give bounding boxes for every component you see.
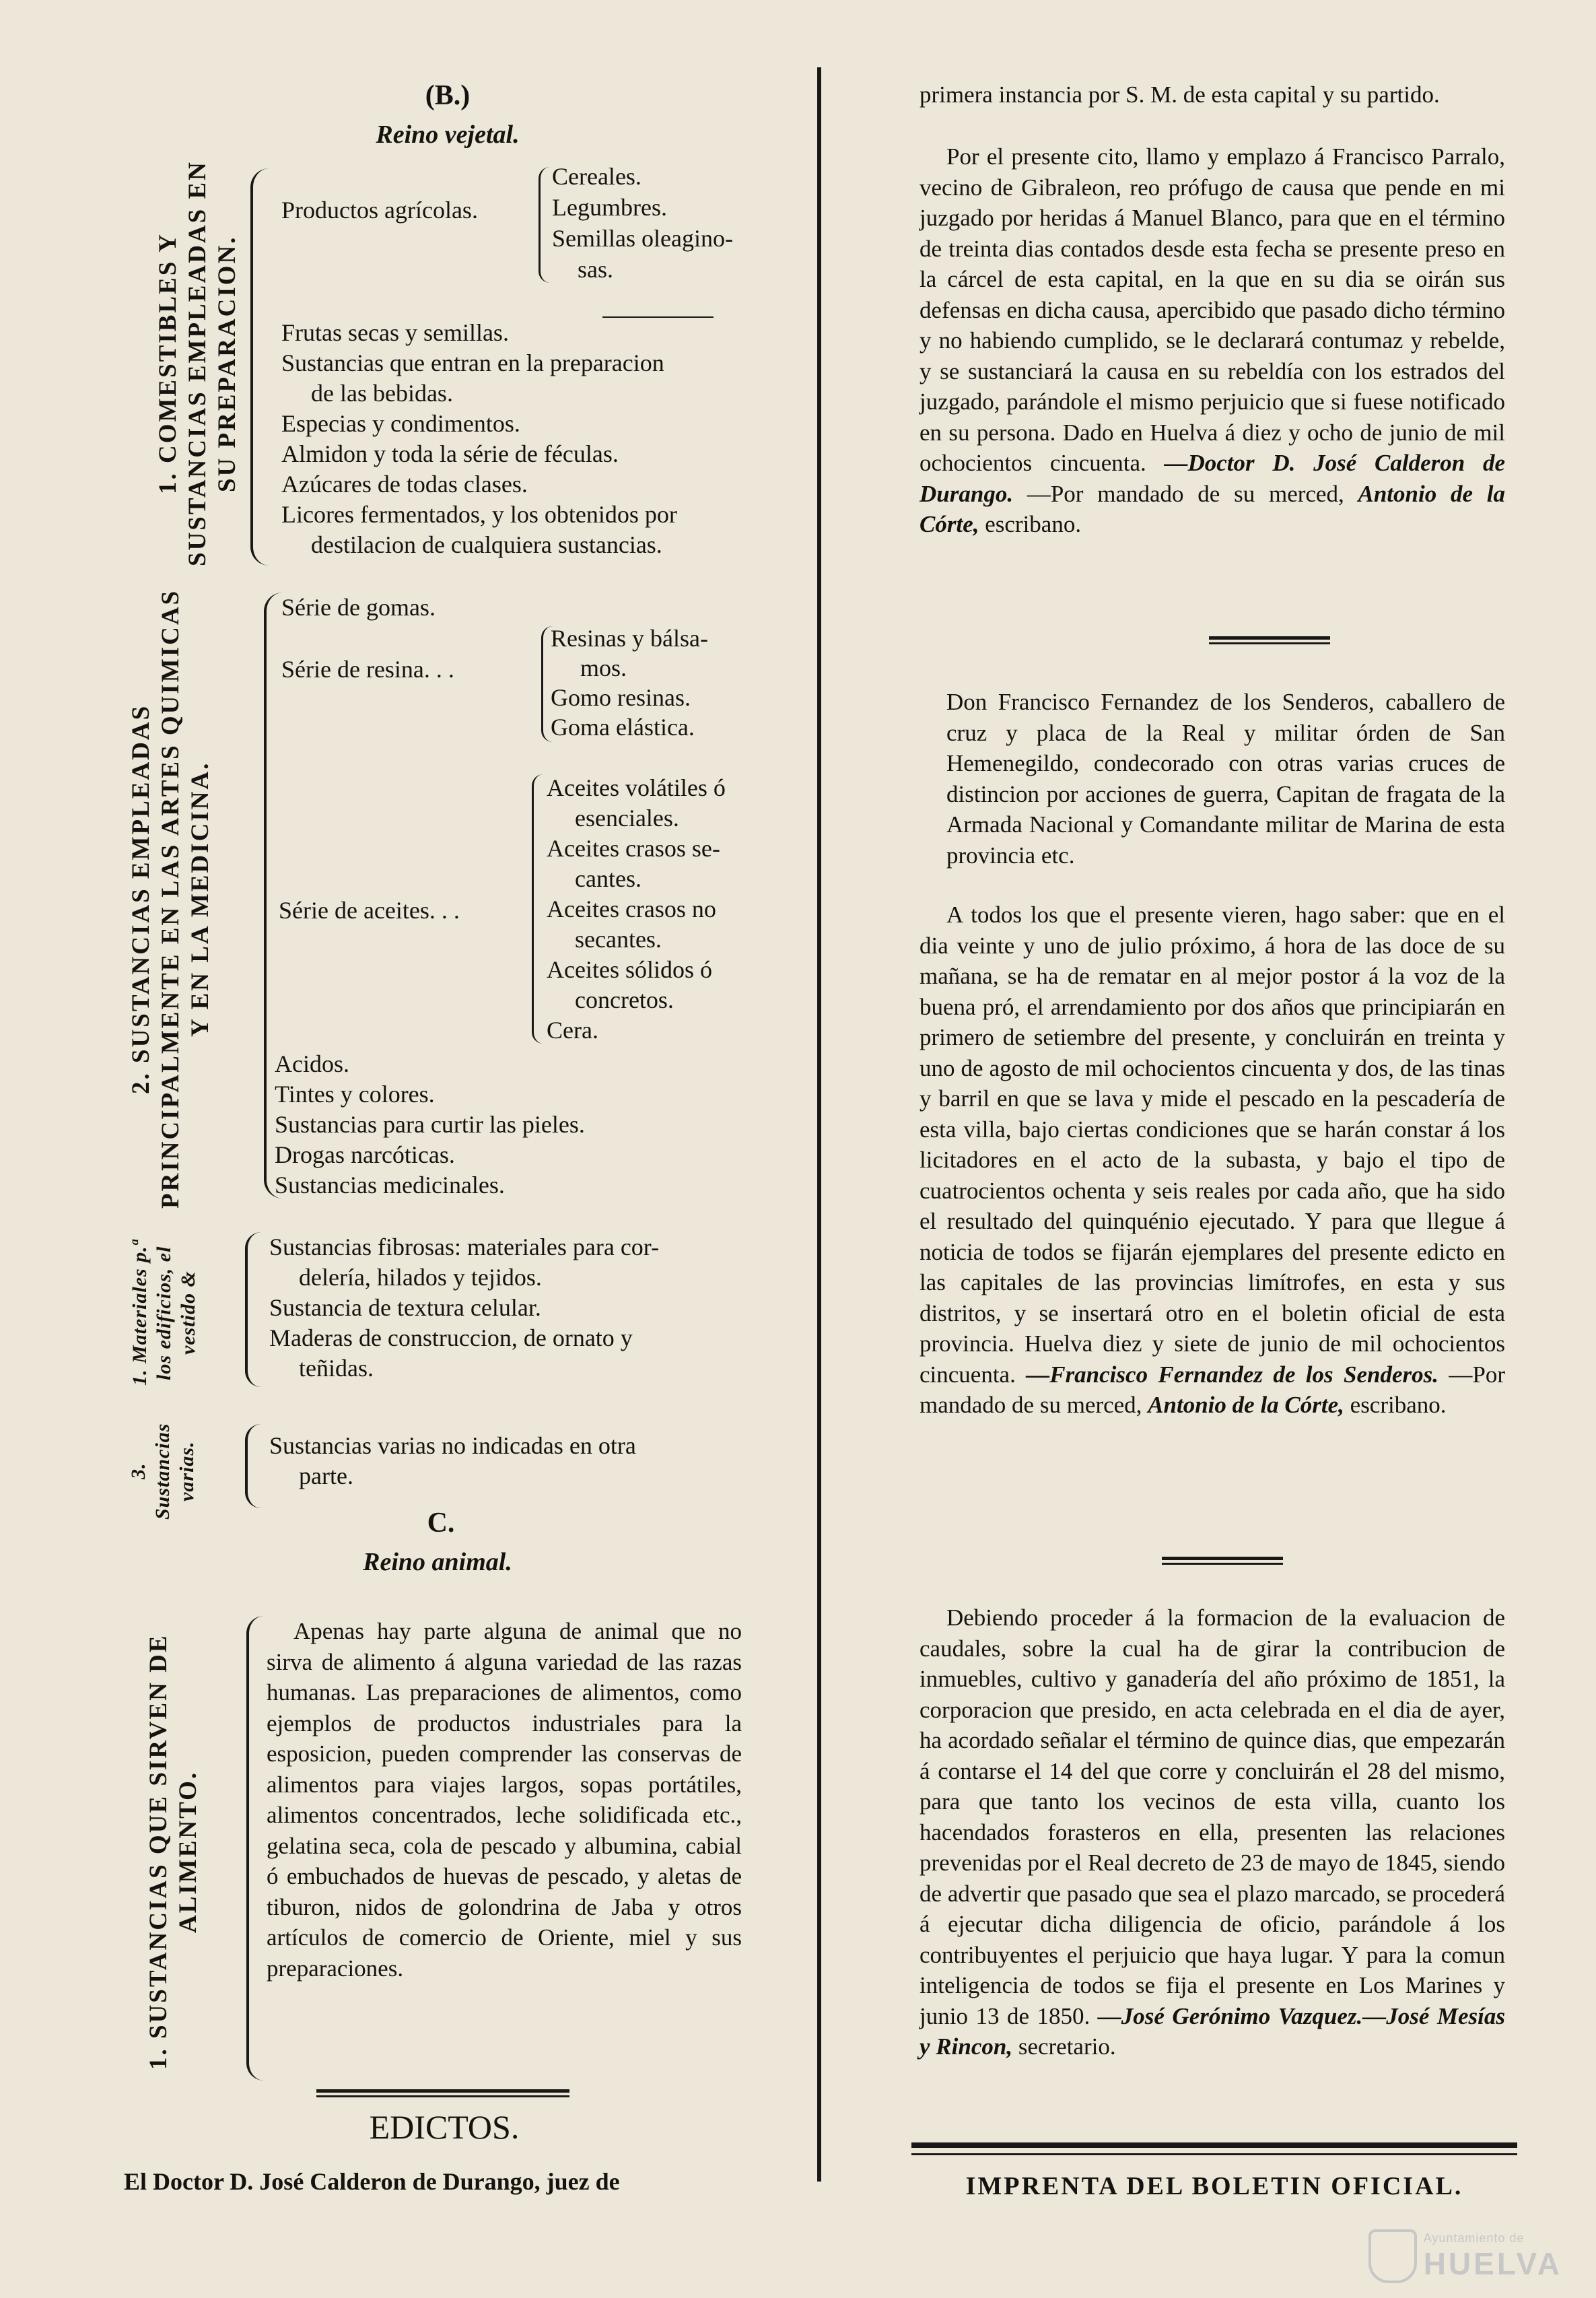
group1-item: Almidon y toda la série de féculas. bbox=[281, 440, 619, 467]
group4-item: Sustancias varias no indicadas en otra bbox=[269, 1432, 636, 1459]
divider-double bbox=[1162, 1557, 1283, 1565]
group2-aceites-item: Cera. bbox=[547, 1017, 598, 1044]
edict3-secretary-title: secretario. bbox=[1018, 2033, 1116, 2060]
group3-label: 1. Materiales p.ª los edificios, el vestido & bbox=[129, 1240, 199, 1386]
divider-double bbox=[316, 2089, 569, 2097]
edict1-clerk: Antonio de la Córte, bbox=[920, 480, 1505, 537]
group3-item: Sustancias fibrosas: materiales para cor- bbox=[269, 1234, 660, 1260]
group4-item: parte. bbox=[299, 1462, 353, 1489]
group2-item: Acidos. bbox=[275, 1050, 349, 1077]
watermark-line1: Ayuntamiento de bbox=[1423, 2231, 1525, 2245]
edict1-head: primera instancia por S. M. de esta capital y su partido. bbox=[920, 81, 1440, 108]
group1-item: Especias y condimentos. bbox=[281, 410, 520, 437]
group2-aceites-item: concretos. bbox=[575, 986, 674, 1013]
edict2-signature: —Francisco Fernandez de los Senderos. bbox=[1026, 1361, 1438, 1388]
imprint: IMPRENTA DEL BOLETIN OFICIAL. bbox=[965, 2172, 1463, 2200]
group1-label: 1. COMESTIBLES Y SUSTANCIAS EMPLEADAS EN SU PREPARACION. bbox=[154, 160, 241, 567]
edictos-heading: EDICTOS. bbox=[369, 2108, 520, 2146]
edict1-body: Por el presente cito, llamo y emplazo á Francisco Parralo, vecino de Gibraleon, reo prófugo de causa que pende en mi juzgado por heridas á Manuel Blanco, para que en el término de treinta dias contados desde esta fecha se presente preso en la cárcel de esta capital, en la que en su dia se oirán sus defensas en dicha causa, apercibido que pasado dicho término y no habiendo cumplido, se le declarará contumaz y rebelde, y se sustanciará la causa en su rebeldía con los estrados del juzgado, parándole el mismo perjuicio que si fuese notificado en su persona. Dado en Huelva á diez y ocho de junio de mil ochocientos cincuenta. bbox=[920, 143, 1505, 476]
edict2-intro-paragraph bbox=[920, 687, 1505, 871]
group1-item: Frutas secas y semillas. bbox=[281, 319, 509, 346]
group2-aceites-item: secantes. bbox=[575, 926, 662, 953]
edict2-mandate: —Por mandado de su merced, bbox=[920, 1361, 1505, 1418]
group2-aceites-bracket bbox=[532, 774, 543, 1044]
watermark-line2: HUELVA bbox=[1423, 2245, 1562, 2281]
group2-resina-item: Resinas y bálsa- bbox=[551, 625, 708, 652]
column-divider bbox=[817, 67, 821, 2182]
divider-double bbox=[1209, 636, 1330, 644]
group2-gomas: Série de gomas. bbox=[281, 594, 436, 621]
group2-item: Sustancias para curtir las pieles. bbox=[275, 1111, 585, 1138]
group4-bracket bbox=[245, 1424, 261, 1508]
edict1-paragraph bbox=[920, 141, 1505, 540]
edict2-body: A todos los que el presente vieren, hago saber: que en el dia veinte y uno de julio próximo, á hora de las doce de su mañana, se ha de rematar en al mejor postor á la voz de la buena pró, el arrendamiento por dos años que principiarán en primero de setiembre del presente, y concluirán en treinta y uno de agosto de mil ochocientos cincuenta y dos, de las tinas y barril en que se lava y mide el pescado en la pescadería de esta villa, bajo ciertas condiciones que se harán constar á los licitadores en el acto de la subasta, y bajo el tipo de cuatrocientos ochenta y seis reales por cada año, que ha sido el resultado del quinquénio ejecutado. Y para que llegue á noticia de todos se fijarán ejemplares del presente edicto en las capitales de las provincias limítrofes, en esta y sus distritos, y se insertará otro en el boletin oficial de esta provincia. Huelva diez y siete de junio de mil ochocientos cincuenta. bbox=[920, 902, 1505, 1388]
group2-aceites-item: cantes. bbox=[575, 865, 641, 892]
group2-aceites-item: Aceites crasos no bbox=[547, 895, 716, 922]
group2-item: Sustancias medicinales. bbox=[275, 1172, 505, 1198]
group1-item: de las bebidas. bbox=[311, 380, 453, 407]
group2-item: Drogas narcóticas. bbox=[275, 1141, 455, 1168]
group2-item: Tintes y colores. bbox=[275, 1081, 435, 1108]
seal-icon bbox=[1368, 2229, 1417, 2283]
footer-rule bbox=[911, 2142, 1517, 2155]
edict3-secretary: —José Mesías y Rincon, bbox=[920, 2002, 1506, 2060]
group5-bracket bbox=[246, 1616, 264, 2081]
group2-aceites-item: Aceites volátiles ó bbox=[547, 774, 726, 801]
group1-agricolas-item: sas. bbox=[578, 256, 613, 283]
group1-agricolas-item: Cereales. bbox=[552, 163, 641, 190]
group2-aceites-item: esenciales. bbox=[575, 805, 679, 832]
group5-paragraph bbox=[267, 1616, 742, 1984]
edict2-paragraph bbox=[920, 900, 1505, 1421]
group1-item: destilacion de cualquiera sustancias. bbox=[311, 531, 662, 558]
edict3-body: Debiendo proceder á la formacion de la evaluacion de caudales, sobre la cual ha de girar la contribucion de inmuebles, cultivo y ganadería del año próximo de 1851, la corporacion que presido, en acta celebrada en el dia de ayer, ha acordado señalar el término de quince dias, que empezarán á contarse el 14 del que corre y concluirán el 28 del mismo, para que tanto los vecinos de esta villa, cuanto los hacendados forasteros en ella, presenten las relaciones prevenidas por el Real decreto de 23 de mayo de 1845, siendo de advertir que pasado que sea el plazo marcado, se procederá á ejecutar dicha diligencia de oficio, parándole á los contribuyentes el perjuicio que haya lugar. Y para la comun inteligencia de todos se fija el presente en Los Marines y junio 13 de 1850. bbox=[920, 1604, 1505, 2029]
group1-bracket bbox=[250, 168, 269, 566]
group2-aceites: Série de aceites. . . bbox=[279, 897, 460, 924]
watermark bbox=[1368, 2229, 1562, 2283]
edict2-clerk-title: escribano. bbox=[1350, 1392, 1447, 1418]
section-b-mark: (B.) bbox=[425, 80, 471, 111]
group3-item: Maderas de construccion, de ornato y bbox=[269, 1324, 633, 1351]
group1-agricolas: Productos agrícolas. bbox=[281, 197, 478, 224]
group1-agricolas-bracket bbox=[539, 167, 550, 283]
group2-aceites-item: Aceites crasos se- bbox=[547, 835, 720, 862]
section-b-title: Reino vejetal. bbox=[376, 121, 520, 149]
group2-resina-item: Gomo resinas. bbox=[551, 684, 691, 711]
group2-resina-item: mos. bbox=[580, 654, 627, 681]
divider bbox=[602, 316, 714, 318]
edict1-signature: —Doctor D. José Calderon de Durango. bbox=[920, 450, 1506, 507]
group1-agricolas-item: Semillas oleagino- bbox=[552, 225, 733, 252]
group1-item: Licores fermentados, y los obtenidos por bbox=[281, 501, 677, 528]
group2-aceites-item: Aceites sólidos ó bbox=[547, 956, 712, 983]
section-c-title: Reino animal. bbox=[363, 1548, 512, 1576]
group3-item: teñidas. bbox=[299, 1355, 374, 1382]
edict3-paragraph bbox=[920, 1602, 1505, 2062]
group5-label: 1. SUSTANCIAS QUE SIRVEN DE ALIMENTO. bbox=[145, 1633, 202, 2070]
edictos-first-line: El Doctor D. José Calderon de Durango, juez de bbox=[124, 2168, 620, 2195]
group3-item: delería, hilados y tejidos. bbox=[299, 1264, 542, 1291]
group2-label: 2. SUSTANCIAS EMPLEADAS PRINCIPALMENTE EN LAS ARTES QUIMICAS Y EN LA MEDICINA. bbox=[127, 588, 214, 1209]
edict2-intro: Don Francisco Fernandez de los Senderos, caballero de cruz y placa de la Real y militar órden de San Hemenegildo, condecorado con otras varias cruces de distincion por acciones de guerra, Capitan de fragata de la Armada Nacional y Comandante militar de Marina de esta provincia etc. bbox=[946, 689, 1505, 869]
group1-agricolas-item: Legumbres. bbox=[552, 194, 667, 221]
group5-text: Apenas hay parte alguna de animal que no sirva de alimento á alguna variedad de las razas humanas. Las preparaciones de alimentos, como ejemplos de productos industriales para la esposicion, pueden comprender las conservas de alimentos para viajes largos, sopas portátiles, alimentos concentrados, leche solidificada etc., gelatina seca, cola de pescado y albumina, cabial ó embuchados de huevas de pescado, y aletas de tiburon, nidos de golondrina de Jaba y otros artículos de comercio de Oriente, miel y sus preparaciones. bbox=[267, 1618, 742, 1982]
group2-resina: Série de resina. . . bbox=[281, 656, 454, 683]
group3-bracket bbox=[245, 1232, 261, 1387]
section-c-mark: C. bbox=[427, 1508, 455, 1539]
group4-label: 3. Sustancias varias. bbox=[127, 1423, 198, 1520]
right-column bbox=[832, 0, 1559, 2298]
edict1-clerk-title: escribano. bbox=[985, 511, 1082, 537]
group3-item: Sustancia de textura celular. bbox=[269, 1294, 541, 1321]
edict3-signature: —José Gerónimo Vazquez. bbox=[1097, 2002, 1363, 2029]
edict1-mandate: —Por mandado de su merced, bbox=[1027, 480, 1344, 507]
group1-item: Sustancias que entran en la preparacion bbox=[281, 349, 664, 376]
group2-resina-item: Goma elástica. bbox=[551, 714, 695, 741]
group1-item: Azúcares de todas clases. bbox=[281, 471, 528, 498]
edict2-clerk: Antonio de la Córte, bbox=[1148, 1392, 1344, 1418]
left-column bbox=[0, 0, 788, 2298]
